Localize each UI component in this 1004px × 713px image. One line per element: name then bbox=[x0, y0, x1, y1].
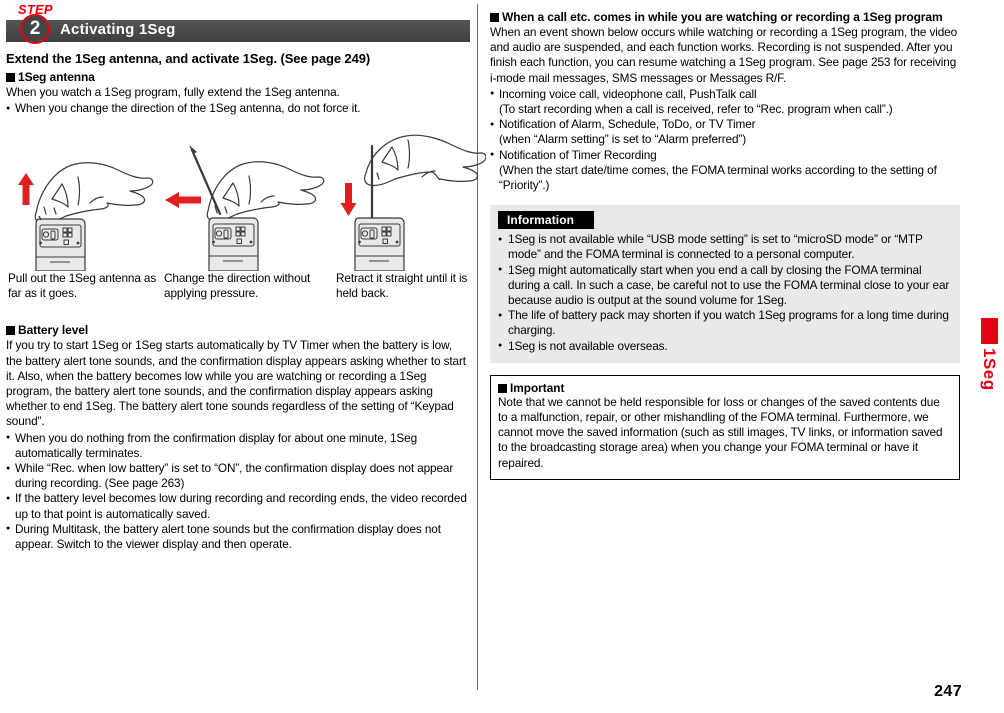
caption-pull-out: Pull out the 1Seg antenna as far as it goes. bbox=[8, 271, 157, 300]
list-item: ● During Multitask, the battery alert tone sounds but the confirmation display does not appear. Switch to the viewer display and then operate. bbox=[6, 522, 470, 552]
antenna-illustrations bbox=[6, 121, 470, 271]
list-item: ● Notification of Timer Recording bbox=[490, 148, 960, 163]
list-item: ● Notification of Alarm, Schedule, ToDo, or TV Timer bbox=[490, 117, 960, 132]
antenna-heading: 1Seg antenna bbox=[6, 70, 470, 84]
list-item: ● 1Seg is not available overseas. bbox=[498, 339, 952, 354]
page-title: Activating 1Seg bbox=[60, 21, 176, 38]
list-item: ● 1Seg is not available while “USB mode setting” is set to “microSD mode” or “MTP mode” and the FOMA terminal is connected to a personal computer. bbox=[498, 232, 952, 262]
right-column bbox=[490, 6, 960, 480]
battery-level-heading: Battery level bbox=[6, 323, 470, 337]
illustration-pull-out bbox=[6, 121, 166, 271]
edge-tab-label: 1Seg bbox=[980, 348, 999, 391]
page-number: 247 bbox=[934, 683, 962, 700]
incoming-call-events bbox=[490, 117, 960, 132]
incoming-call-text: When an event shown below occurs while watching or recording a 1Seg program, the video and audio are suspended, and each function works. Recording is not suspended. After you finish each function, you can resume watching a 1Seg program. See page 253 for receiving i-mode mail messages, SMS messages or Messages R/F. bbox=[490, 25, 958, 85]
event-note: (when “Alarm setting” is set to “Alarm preferred”) bbox=[499, 132, 747, 147]
step-header bbox=[6, 2, 470, 44]
incoming-call-events bbox=[490, 148, 960, 163]
information-bullets bbox=[498, 232, 952, 354]
important-text: Note that we cannot be held responsible for loss or changes of the saved contents due to a malfunction, repair, or other mishandling of the FOMA terminal. Furthermore, we cannot move the saved information (such as still images, TV links, or information saved to the broadcasting storage area) when you change your FOMA terminal or have it repaired. bbox=[498, 394, 943, 470]
left-column bbox=[6, 0, 470, 552]
section-edge-tab bbox=[981, 318, 998, 391]
list-item: ● When you change the direction of the 1Seg antenna, do not force it. bbox=[6, 101, 470, 116]
column-divider bbox=[477, 4, 478, 690]
event-note: (To start recording when a call is received, refer to “Rec. program when call”.) bbox=[499, 102, 893, 117]
illustration-change-direction bbox=[163, 121, 323, 271]
step-label: STEP bbox=[18, 2, 53, 17]
list-item: ● Incoming voice call, videophone call, PushTalk call bbox=[490, 87, 960, 102]
list-item: ● 1Seg might automatically start when you end a call by closing the FOMA terminal during a call. In such a case, be careful not to use the FOMA terminal close to your ear because audio is output at the sound volume for 1Seg. bbox=[498, 263, 952, 309]
battery-level-text: If you try to start 1Seg or 1Seg starts automatically by TV Timer when the battery is low, the battery alert tone sounds, and the confirmation display appears asking whether to start it. Also, when the battery becomes low while you are watching or recording a 1Seg program, the battery alert tone sounds, and the confirmation display appears asking whether to end 1Seg. The battery alert tone sounds regardless of the setting of “Keypad sound”. bbox=[6, 338, 466, 429]
illustration-captions bbox=[6, 271, 470, 319]
step-number-badge bbox=[20, 14, 50, 44]
antenna-text: When you watch a 1Seg program, fully extend the 1Seg antenna. bbox=[6, 85, 340, 99]
list-item: ● While “Rec. when low battery” is set to “ON”, the confirmation display does not appear during recording. (See page 263) bbox=[6, 461, 470, 491]
caption-change-direction: Change the direction without applying pressure. bbox=[164, 271, 311, 300]
important-box bbox=[490, 375, 960, 480]
incoming-call-events bbox=[490, 87, 960, 102]
caption-retract: Retract it straight until it is held back. bbox=[336, 271, 468, 300]
important-label: Important bbox=[498, 381, 952, 395]
lead-heading: Extend the 1Seg antenna, and activate 1Seg. (See page 249) bbox=[6, 51, 371, 66]
edge-tab-block bbox=[981, 318, 998, 344]
list-item: ● If the battery level becomes low during recording and recording ends, the video recorded up to that point is automatically saved. bbox=[6, 491, 470, 521]
information-label: Information bbox=[498, 211, 594, 229]
battery-level-bullets bbox=[6, 431, 470, 553]
list-item: ● The life of battery pack may shorten if you watch 1Seg programs for a long time during charging. bbox=[498, 308, 952, 338]
step-number: 2 bbox=[29, 18, 41, 39]
list-item: ● When you do nothing from the confirmation display for about one minute, 1Seg automatically terminates. bbox=[6, 431, 470, 461]
incoming-call-heading: When a call etc. comes in while you are watching or recording a 1Seg program bbox=[490, 10, 960, 24]
illustration-retract bbox=[336, 121, 496, 271]
event-note: (When the start date/time comes, the FOMA terminal works according to the setting of “Priority”.) bbox=[499, 162, 937, 193]
antenna-bullets bbox=[6, 101, 470, 116]
information-box bbox=[490, 205, 960, 363]
